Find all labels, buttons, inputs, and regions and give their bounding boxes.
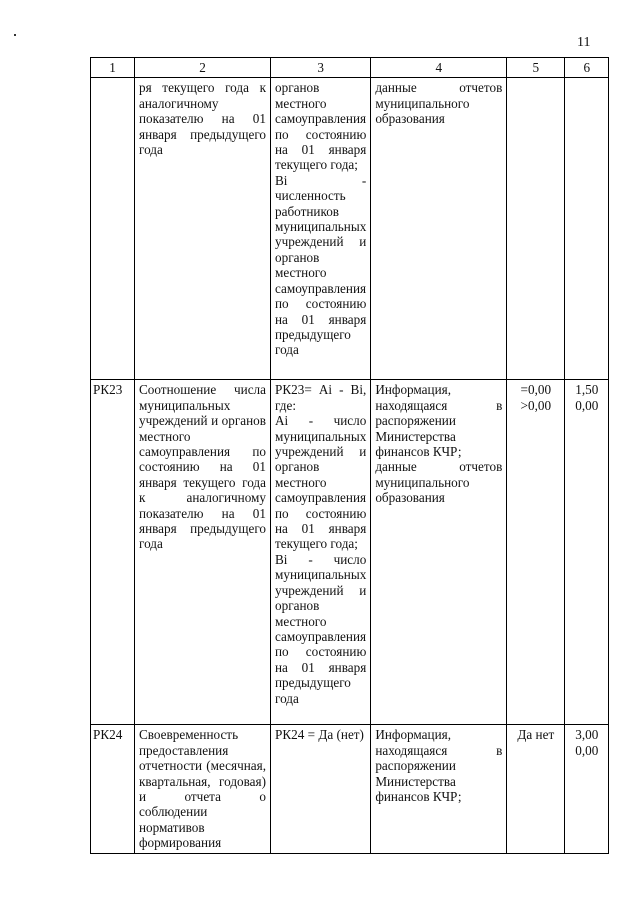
table-row (91, 78, 609, 380)
indicator-values: =0,00 >0,00 (507, 380, 565, 725)
indicator-points: 3,00 0,00 (565, 725, 609, 853)
indicator-source (371, 725, 507, 853)
indicator-points: 1,50 0,00 (565, 380, 609, 725)
formula-line: РК24 = Да (нет) (275, 727, 364, 743)
indicator-source (371, 380, 507, 725)
indicator-values (507, 78, 565, 380)
indicator-code: РК24 (91, 725, 135, 853)
indicator-values: Да нет (507, 725, 565, 853)
table-row (91, 380, 609, 725)
indicator-source (371, 78, 507, 380)
scan-speck (14, 34, 16, 36)
indicator-formula (271, 78, 371, 380)
source-line: Информация, находящаяся в распоряжении Министерства финансов КЧР; (375, 727, 503, 805)
criteria-table (90, 57, 609, 854)
indicator-code: РК23 (91, 380, 135, 725)
table-row (91, 725, 609, 853)
header-cell: 6 (565, 58, 609, 78)
indicator-formula (271, 725, 371, 853)
indicator-formula (271, 380, 371, 725)
indicator-name: Соотношение числа муниципальных учреждений и органов местного самоуправления по состоянию на 01 января текущего года к аналогичному показателю на 01 января предыдущего года (135, 380, 271, 725)
page-number: 11 (577, 35, 591, 50)
source-line: Информация, находящаяся в распоряжении Министерства финансов КЧР; (375, 382, 503, 460)
indicator-points (565, 78, 609, 380)
formula-line: Bi - численность работников муниципальных учреждений и органов местного самоуправления по состоянию на 01 января предыдущего года (275, 172, 367, 358)
header-cell: 1 (91, 58, 135, 78)
formula-line: Bi - число муниципальных учреждений и органов местного самоуправления по состоянию на 01 января предыдущего года (275, 551, 367, 706)
source-line: данные отчетов муниципального образования (375, 80, 503, 127)
header-cell: 5 (507, 58, 565, 78)
header-cell: 2 (135, 58, 271, 78)
formula-line: РК23= Ai - Bi, где: (275, 382, 367, 413)
header-cell: 4 (371, 58, 507, 78)
table-header-row (91, 58, 609, 78)
header-cell: 3 (271, 58, 371, 78)
indicator-code (91, 78, 135, 380)
indicator-name: Своевременность предоставления отчетности (месячная, квартальная, годовая) и отчета о соблюдении нормативов формирования (135, 725, 271, 853)
source-line: данные отчетов муниципального образования (375, 459, 503, 506)
indicator-name: ря текущего года к аналогичному показателю на 01 января предыдущего года (135, 78, 271, 380)
formula-line: Ai - число муниципальных учреждений и органов местного самоуправления по состоянию на 01 января текущего года; (275, 413, 367, 552)
formula-line: органов местного самоуправления по состоянию на 01 января текущего года; (275, 80, 367, 173)
